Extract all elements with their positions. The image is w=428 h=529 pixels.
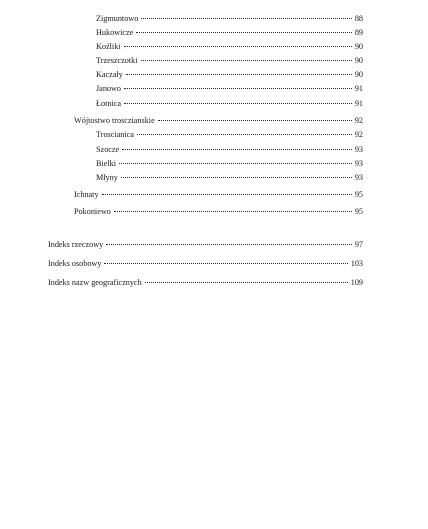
dot-leader: [141, 18, 352, 19]
toc-entry: [96, 27, 363, 38]
toc-entry-label: Łotnica: [96, 99, 122, 108]
dot-leader: [124, 103, 352, 104]
toc-entry-page: 97: [354, 240, 363, 249]
toc-entry: [96, 158, 363, 169]
dot-leader: [126, 74, 352, 75]
toc-entry-page: 95: [354, 207, 363, 216]
toc-entry: [96, 83, 363, 94]
toc-entry: [74, 206, 363, 217]
dot-leader: [137, 134, 352, 135]
toc-entry-label: Trzeszczotki: [96, 56, 138, 65]
toc-entry: [96, 13, 363, 24]
toc-entry: [48, 277, 363, 288]
toc-entry-label: Kaczały: [96, 70, 123, 79]
dot-leader: [102, 194, 352, 195]
toc-entry: [74, 115, 363, 126]
toc-entry: [96, 98, 363, 109]
toc-entry-label: Troscianica: [96, 130, 134, 139]
toc-entry: [96, 129, 363, 140]
toc-entry-page: 103: [350, 259, 363, 268]
dot-leader: [158, 120, 352, 121]
toc-entry-page: 93: [354, 145, 363, 154]
toc-entry: [96, 172, 363, 183]
toc-entry-label: Indeks osobowy: [48, 259, 102, 268]
toc-entry-label: Pokoniewo: [74, 207, 111, 216]
toc-entry-page: 88: [354, 14, 363, 23]
toc-entry-page: 93: [354, 159, 363, 168]
toc-entry: [74, 189, 363, 200]
toc-entry-label: Koźliki: [96, 42, 121, 51]
dot-leader: [124, 88, 352, 89]
toc-entry-label: Janowo: [96, 84, 122, 93]
toc-entry-label: Szocze: [96, 145, 120, 154]
toc-entry-page: 90: [354, 70, 363, 79]
toc-entry-label: Indeks nazw geograficznych: [48, 278, 142, 287]
dot-leader: [145, 282, 348, 283]
toc-entry-label: Zigmuntowo: [96, 14, 139, 23]
toc-entry: [96, 69, 363, 80]
toc-entry-page: 109: [350, 278, 363, 287]
toc-entry-page: 90: [354, 42, 363, 51]
toc-entry-page: 95: [354, 190, 363, 199]
dot-leader: [141, 60, 352, 61]
toc-entry-label: Hukowicze: [96, 28, 134, 37]
dot-leader: [114, 211, 352, 212]
dot-leader: [124, 46, 352, 47]
toc-entry: [96, 55, 363, 66]
dot-leader: [119, 163, 352, 164]
dot-leader: [104, 263, 347, 264]
toc-entry-page: 92: [354, 130, 363, 139]
dot-leader: [136, 32, 352, 33]
toc-entry-label: Ichnaty: [74, 190, 99, 199]
dot-leader: [121, 177, 352, 178]
toc-entry-page: 91: [354, 84, 363, 93]
toc-entry-page: 93: [354, 173, 363, 182]
toc-entry-page: 90: [354, 56, 363, 65]
toc-entry-page: 89: [354, 28, 363, 37]
toc-entry-label: Wójtostwo trosczianskie: [74, 116, 155, 125]
toc-entry: [96, 41, 363, 52]
toc-entry-label: Młyny: [96, 173, 118, 182]
toc-entry-page: 92: [354, 116, 363, 125]
toc-entry-label: Bielki: [96, 159, 117, 168]
toc-entry: [48, 239, 363, 250]
toc-entry: [96, 144, 363, 155]
toc-entry-page: 91: [354, 99, 363, 108]
dot-leader: [106, 244, 352, 245]
dot-leader: [122, 149, 352, 150]
toc-entry-label: Indeks rzeczowy: [48, 240, 104, 249]
toc-entry: [48, 258, 363, 269]
